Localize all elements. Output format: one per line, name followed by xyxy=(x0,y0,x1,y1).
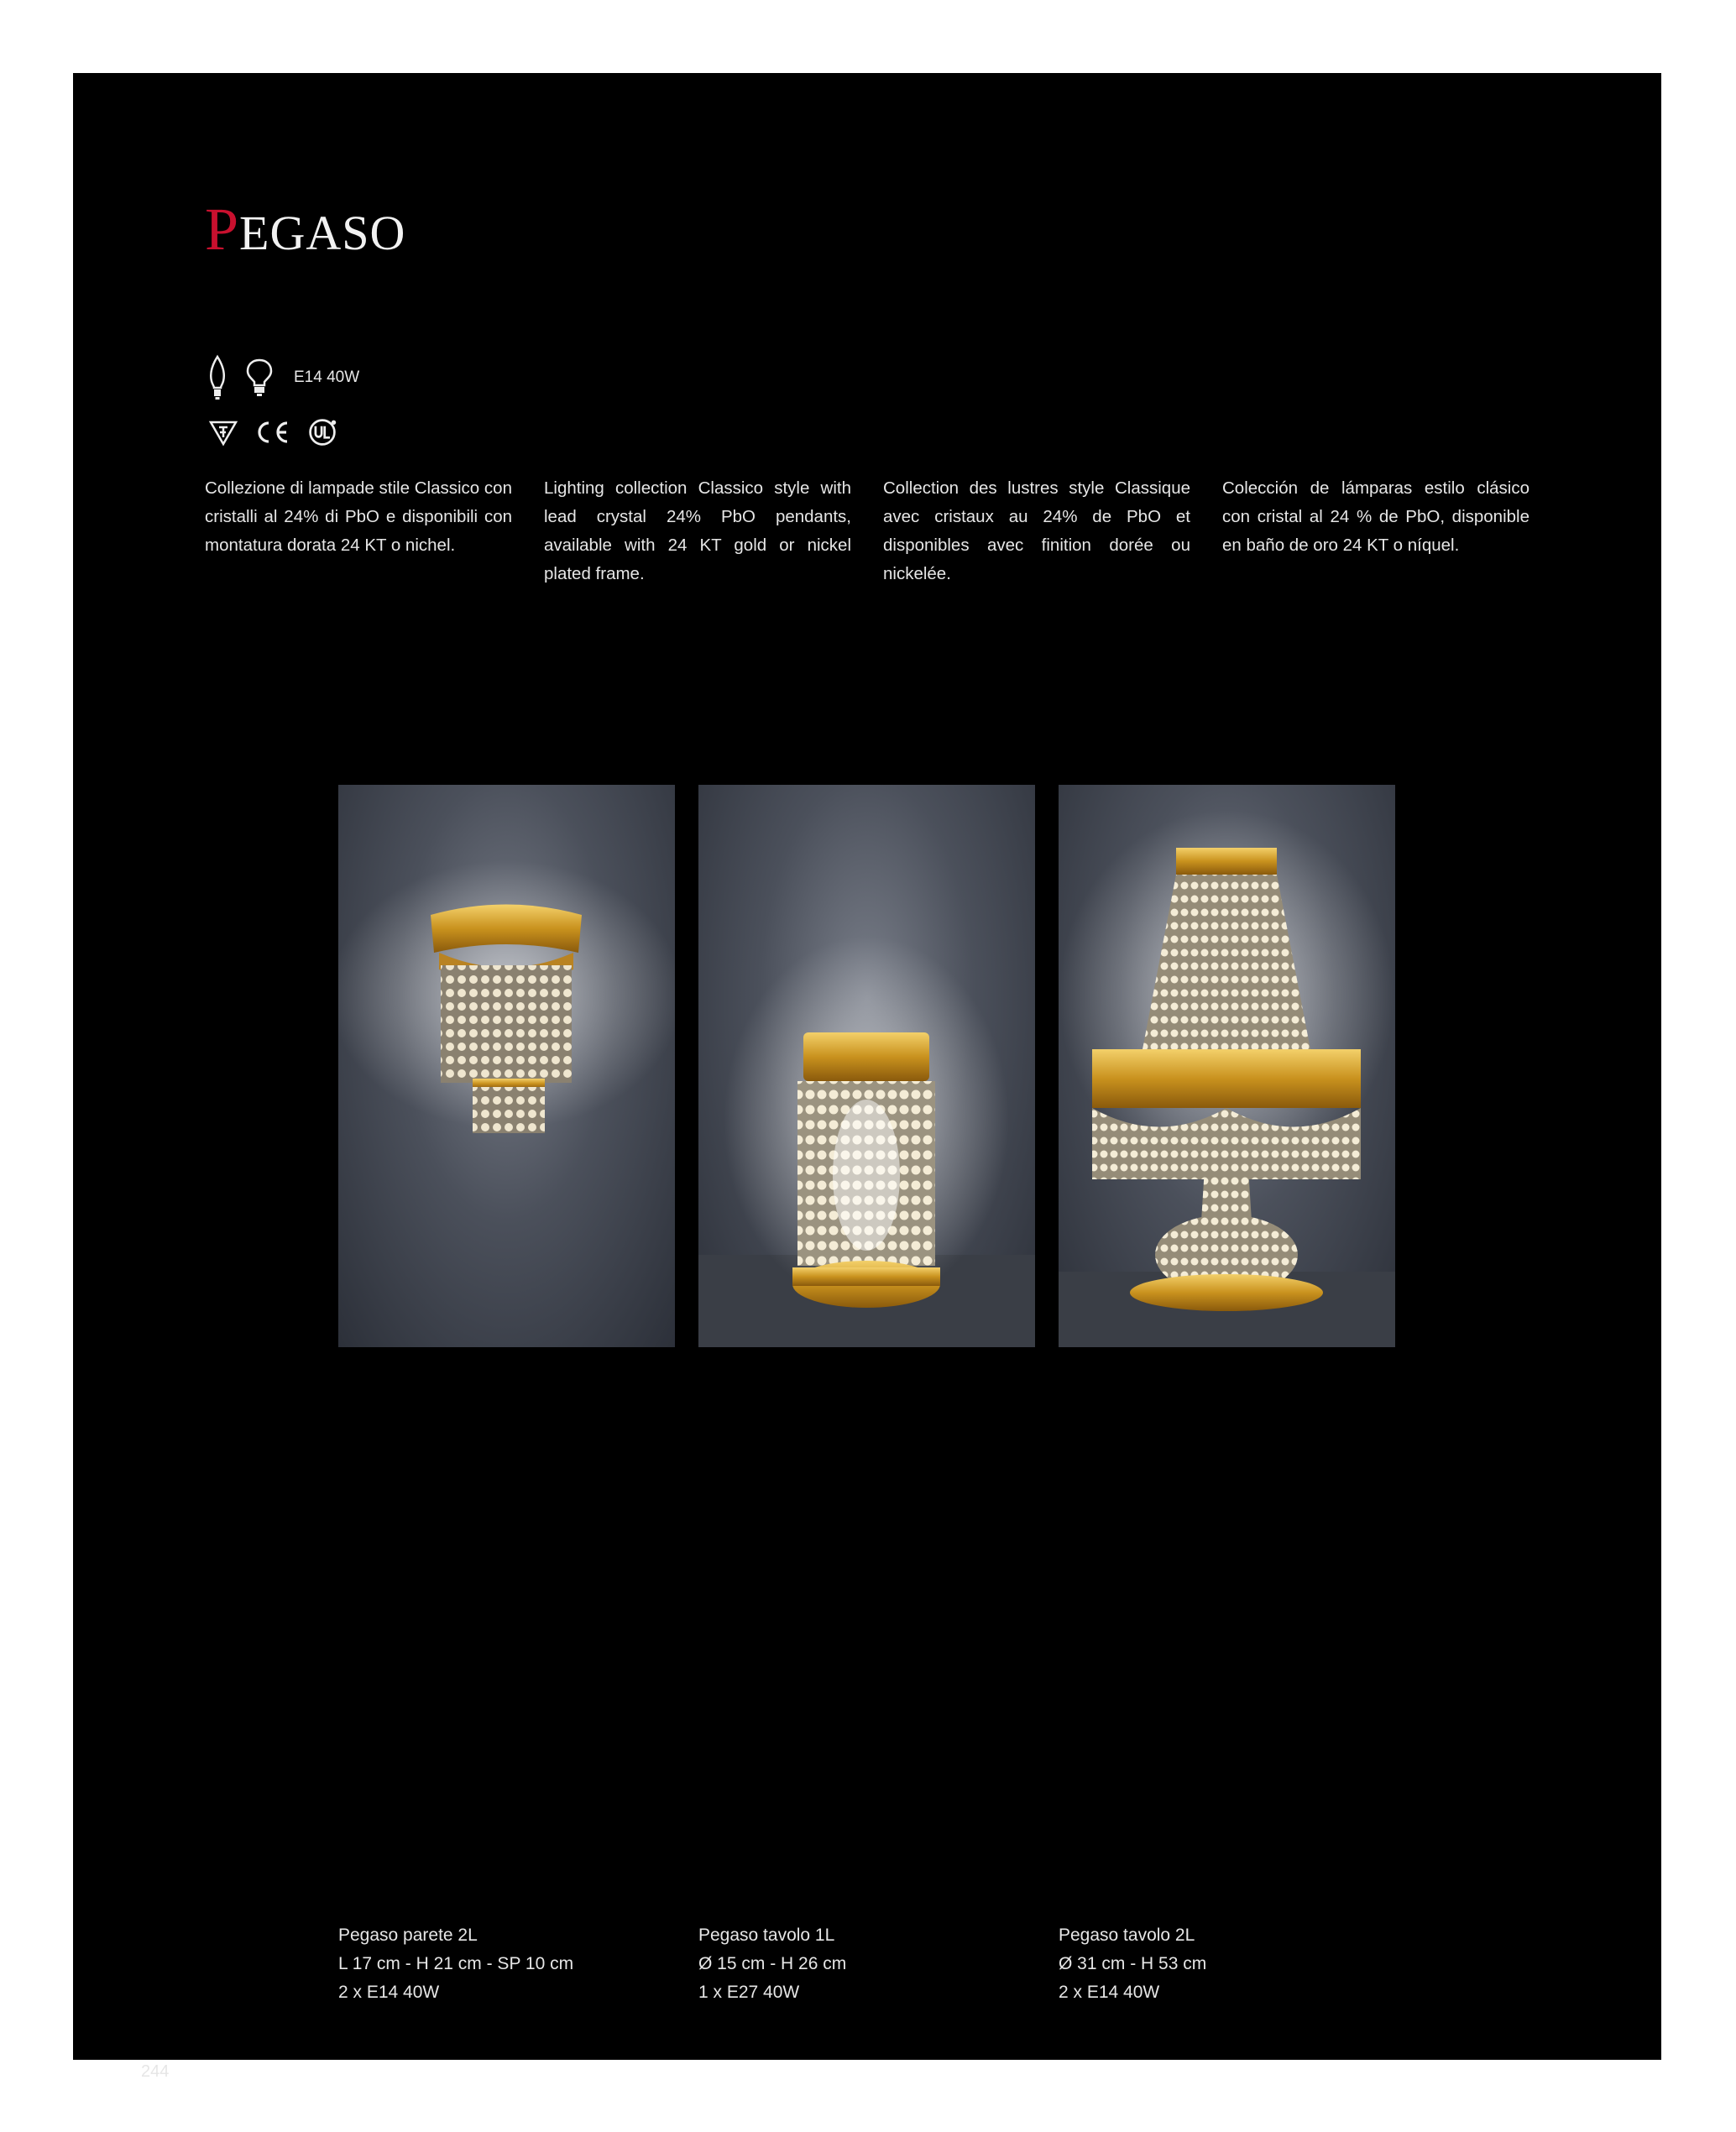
description-french: Collection des lustres style Classique avec cristaux au 24% de PbO et disponibles avec finition dorée ou nickelée. xyxy=(883,478,1190,583)
globe-bulb-icon xyxy=(245,358,274,398)
product-bulbs: 1 x E27 40W xyxy=(698,1983,800,2002)
product-photo-table-lamp-1l xyxy=(698,785,1035,1347)
product-bulbs: 2 x E14 40W xyxy=(1059,1983,1160,2002)
description-spanish: Colección de lámparas estilo clásico con cristal al 24 % de PbO, disponible en baño de oro 24 KT o níquel. xyxy=(1222,478,1529,555)
description-italian: Collezione di lampade stile Classico con cristalli al 24% di PbO e disponibili con montatura dorata 24 KT o nichel. xyxy=(205,478,512,555)
certification-row xyxy=(208,415,339,449)
bulb-spec-text: E14 40W xyxy=(294,368,360,386)
product-name: Pegaso tavolo 1L xyxy=(698,1926,835,1945)
product-caption-table-lamp-2l xyxy=(1059,1921,1378,2007)
product-photo-wall-sconce xyxy=(338,785,675,1347)
catalog-page xyxy=(73,73,1661,2081)
ce-mark-icon xyxy=(254,417,290,447)
description-english: Lighting collection Classico style with lead crystal 24% PbO pendants, available with 24 KT gold or nickel plated frame. xyxy=(544,478,851,583)
class-ii-insulation-icon xyxy=(208,417,238,447)
title-rest: EGASO xyxy=(239,206,406,260)
page-number: 244 xyxy=(141,2062,170,2081)
ul-listed-icon xyxy=(306,417,339,447)
product-name: Pegaso parete 2L xyxy=(338,1926,478,1945)
bulb-spec-row xyxy=(205,354,359,401)
product-caption-wall-sconce xyxy=(338,1921,657,2007)
product-dimensions: Ø 31 cm - H 53 cm xyxy=(1059,1954,1207,1973)
product-bulbs: 2 x E14 40W xyxy=(338,1983,440,2002)
product-name: Pegaso tavolo 2L xyxy=(1059,1926,1195,1945)
candle-bulb-icon xyxy=(205,354,230,401)
title-initial: P xyxy=(205,196,240,263)
page-title xyxy=(205,196,406,263)
product-dimensions: Ø 15 cm - H 26 cm xyxy=(698,1954,847,1973)
product-dimensions: L 17 cm - H 21 cm - SP 10 cm xyxy=(338,1954,574,1973)
product-caption-table-lamp-1l xyxy=(698,1921,1017,2007)
product-photo-table-lamp-2l xyxy=(1059,785,1395,1347)
